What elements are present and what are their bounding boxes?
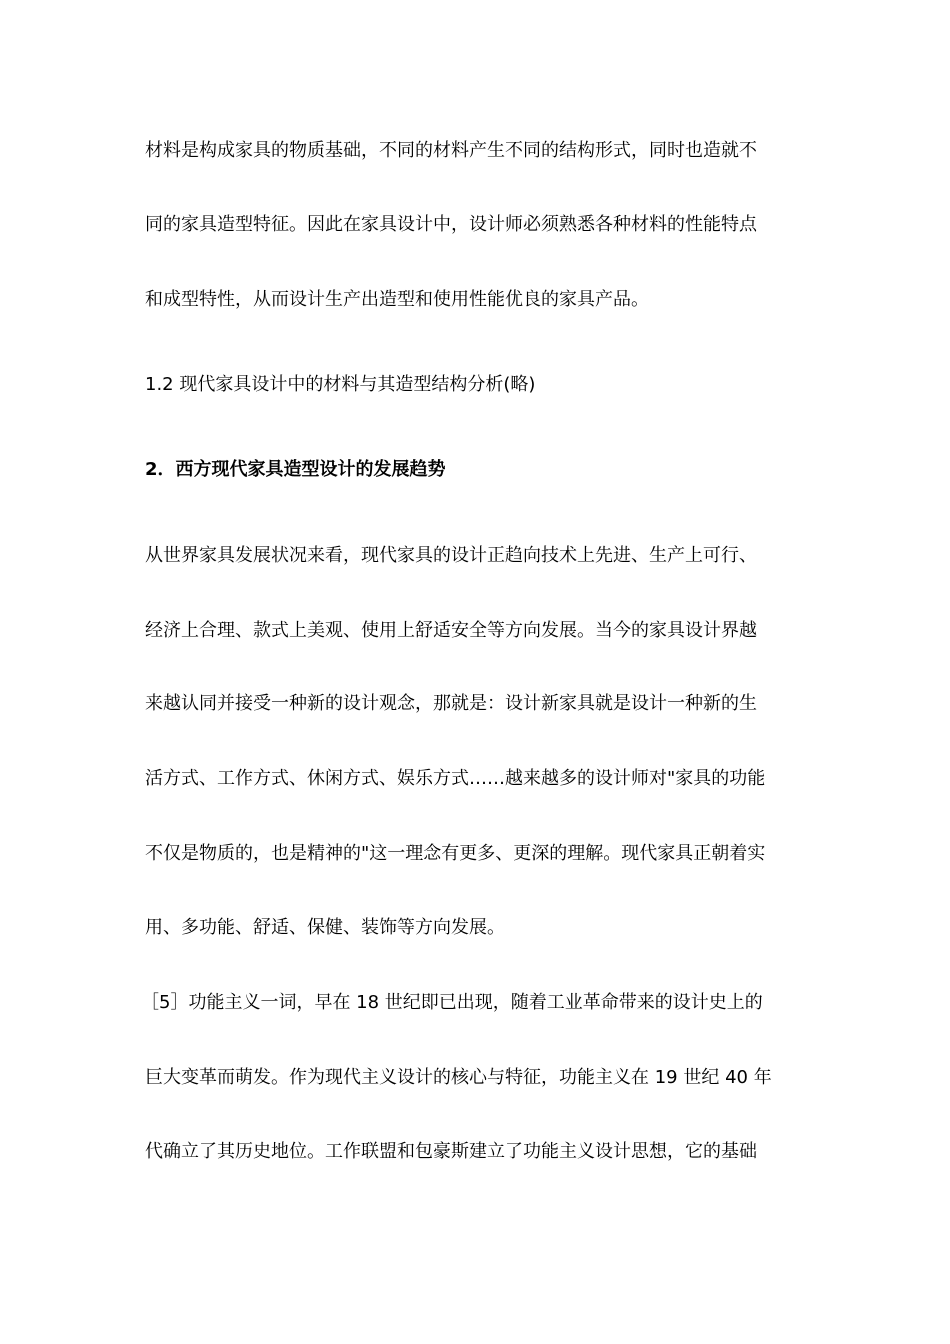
subsection-heading: 1.2 现代家具设计中的材料与其造型结构分析(略) <box>145 374 536 395</box>
section-heading: 2．西方现代家具造型设计的发展趋势 <box>145 459 446 480</box>
paragraph-1-line-2: 同的家具造型特征。因此在家具设计中，设计师必须熟悉各种材料的性能特点 <box>145 214 757 235</box>
paragraph-2-line-4: 活方式、工作方式、休闲方式、娱乐方式……越来越多的设计师对"家具的功能 <box>145 768 766 789</box>
paragraph-1-line-3: 和成型特性，从而设计生产出造型和使用性能优良的家具产品。 <box>145 289 649 310</box>
paragraph-1-line-1: 材料是构成家具的物质基础，不同的材料产生不同的结构形式，同时也造就不 <box>145 140 757 161</box>
paragraph-2-line-1: 从世界家具发展状况来看，现代家具的设计正趋向技术上先进、生产上可行、 <box>145 545 757 566</box>
paragraph-2-line-6: 用、多功能、舒适、保健、装饰等方向发展。 <box>145 917 505 938</box>
paragraph-2-line-2: 经济上合理、款式上美观、使用上舒适安全等方向发展。当今的家具设计界越 <box>145 620 757 641</box>
paragraph-2-line-3: 来越认同并接受一种新的设计观念，那就是：设计新家具就是设计一种新的生 <box>145 693 757 714</box>
paragraph-2-line-5: 不仅是物质的，也是精神的"这一理念有更多、更深的理解。现代家具正朝着实 <box>145 843 766 864</box>
paragraph-3-line-2: 巨大变革而萌发。作为现代主义设计的核心与特征，功能主义在 19 世纪 40 年 <box>145 1067 772 1088</box>
paragraph-3-line-1: ［5］功能主义一词，早在 18 世纪即已出现，随着工业革命带来的设计史上的 <box>141 992 763 1013</box>
paragraph-3-line-3: 代确立了其历史地位。工作联盟和包豪斯建立了功能主义设计思想，它的基础 <box>145 1141 757 1162</box>
